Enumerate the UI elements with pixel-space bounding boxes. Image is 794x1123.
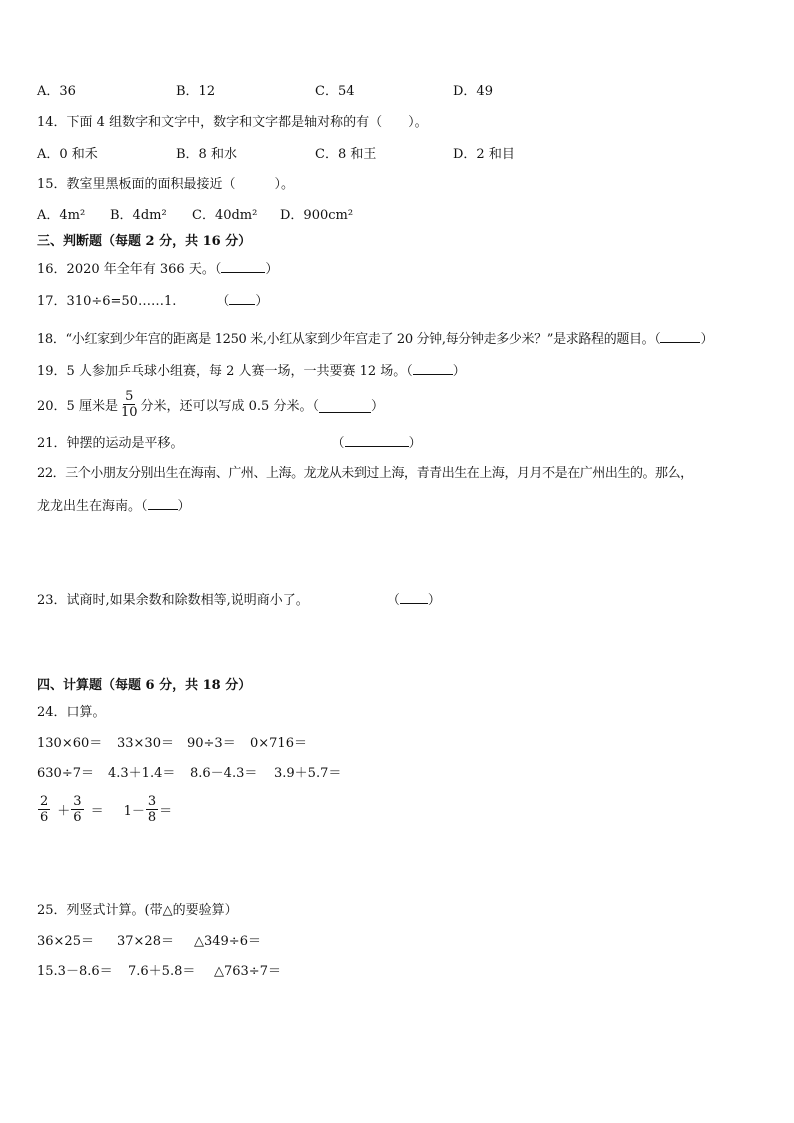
option-c: C．54 bbox=[315, 84, 355, 99]
option-c: C．8 和王 bbox=[315, 147, 377, 162]
answer-blank[interactable] bbox=[400, 591, 428, 604]
question-23: 23．试商时,如果余数和除数相等,说明商小了。 （ ） bbox=[37, 593, 441, 608]
oral-calc-fraction-row: $\frac{2}{6}$ ＋ $\frac{3}{6}$ ＝ 1－ $\frac{3}{8}$ ＝ bbox=[40, 793, 173, 825]
oral-calc-item: 0×716＝ bbox=[250, 736, 307, 751]
oral-calc-item: 8.6－4.3＝ bbox=[190, 766, 258, 781]
vertical-calc-item: △763÷7＝ bbox=[214, 964, 281, 979]
question-21: 21．钟摆的运动是平移。 （ ） bbox=[37, 436, 422, 451]
oral-calc-item: 130×60＝ bbox=[37, 736, 103, 751]
fraction: $\frac{3}{8}$ bbox=[147, 793, 157, 825]
answer-blank[interactable] bbox=[319, 400, 371, 413]
question-15: 15．教室里黑板面的面积最接近（ ）。 bbox=[37, 177, 295, 192]
option-a: A．4m² bbox=[37, 208, 86, 223]
answer-blank[interactable] bbox=[221, 260, 265, 273]
answer-blank[interactable] bbox=[345, 434, 409, 447]
question-24-title: 24．口算。 bbox=[37, 705, 106, 720]
vertical-calc-item: 36×25＝ bbox=[37, 934, 94, 949]
option-d: D．900cm² bbox=[280, 208, 354, 223]
option-b: B．8 和水 bbox=[176, 147, 237, 162]
option-a: A．0 和禾 bbox=[37, 147, 98, 162]
section-4-heading: 四、计算题（每题 6 分，共 18 分） bbox=[37, 678, 252, 693]
answer-blank[interactable] bbox=[413, 362, 453, 375]
section-3-heading: 三、判断题（每题 2 分，共 16 分） bbox=[37, 234, 252, 249]
answer-blank[interactable] bbox=[660, 330, 700, 343]
option-b: B．4dm² bbox=[110, 208, 167, 223]
oral-calc-item: 3.9＋5.7＝ bbox=[274, 766, 342, 781]
oral-calc-item: 4.3＋1.4＝ bbox=[108, 766, 176, 781]
question-25-title: 25．列竖式计算。(带△的要验算） bbox=[37, 903, 238, 918]
question-19: 19．5 人参加乒乓球小组赛，每 2 人赛一场，一共要赛 12 场。（ ） bbox=[37, 364, 466, 379]
vertical-calc-item: 15.3－8.6＝ bbox=[37, 964, 113, 979]
answer-blank[interactable] bbox=[229, 292, 255, 305]
fraction: $\frac{2}{6}$ bbox=[40, 793, 49, 825]
option-d: D．49 bbox=[453, 84, 493, 99]
option-d: D．2 和目 bbox=[453, 147, 515, 162]
oral-calc-item: 630÷7＝ bbox=[37, 766, 94, 781]
question-17: 17．310÷6=50……1. （ ） bbox=[37, 294, 269, 309]
fraction: $\frac{3}{6}$ bbox=[73, 793, 82, 825]
question-16: 16．2020 年全年有 366 天。（ ） bbox=[37, 262, 279, 277]
vertical-calc-item: △349÷6＝ bbox=[194, 934, 261, 949]
question-22-line-1: 22．三个小朋友分别出生在海南、广州、上海。龙龙从未到过上海，青青出生在上海，月月不是在广州出生的。那么， bbox=[37, 466, 693, 481]
answer-blank[interactable] bbox=[148, 497, 178, 510]
vertical-calc-item: 37×28＝ bbox=[117, 934, 174, 949]
option-c: C．40dm² bbox=[192, 208, 258, 223]
question-14: 14．下面 4 组数字和文字中，数字和文字都是轴对称的有（ ）。 bbox=[37, 115, 428, 130]
vertical-calc-item: 7.6＋5.8＝ bbox=[128, 964, 196, 979]
question-22-line-2: 龙龙出生在海南。（ ） bbox=[37, 499, 191, 514]
option-b: B．12 bbox=[176, 84, 216, 99]
oral-calc-item: 33×30＝ bbox=[117, 736, 174, 751]
question-20: 20．5 厘米是 $\frac{5}{10}$ 分米，还可以写成 0.5 分米。（ ） bbox=[37, 388, 384, 420]
option-a: A．36 bbox=[37, 84, 76, 99]
fraction: $\frac{5}{10}$ bbox=[120, 388, 138, 420]
question-18: 18．“小红家到少年宫的距离是 1250 米,小红从家到少年宫走了 20 分钟,每分钟走多少米？”是求路程的题目。（ ） bbox=[37, 332, 714, 347]
oral-calc-item: 90÷3＝ bbox=[187, 736, 236, 751]
